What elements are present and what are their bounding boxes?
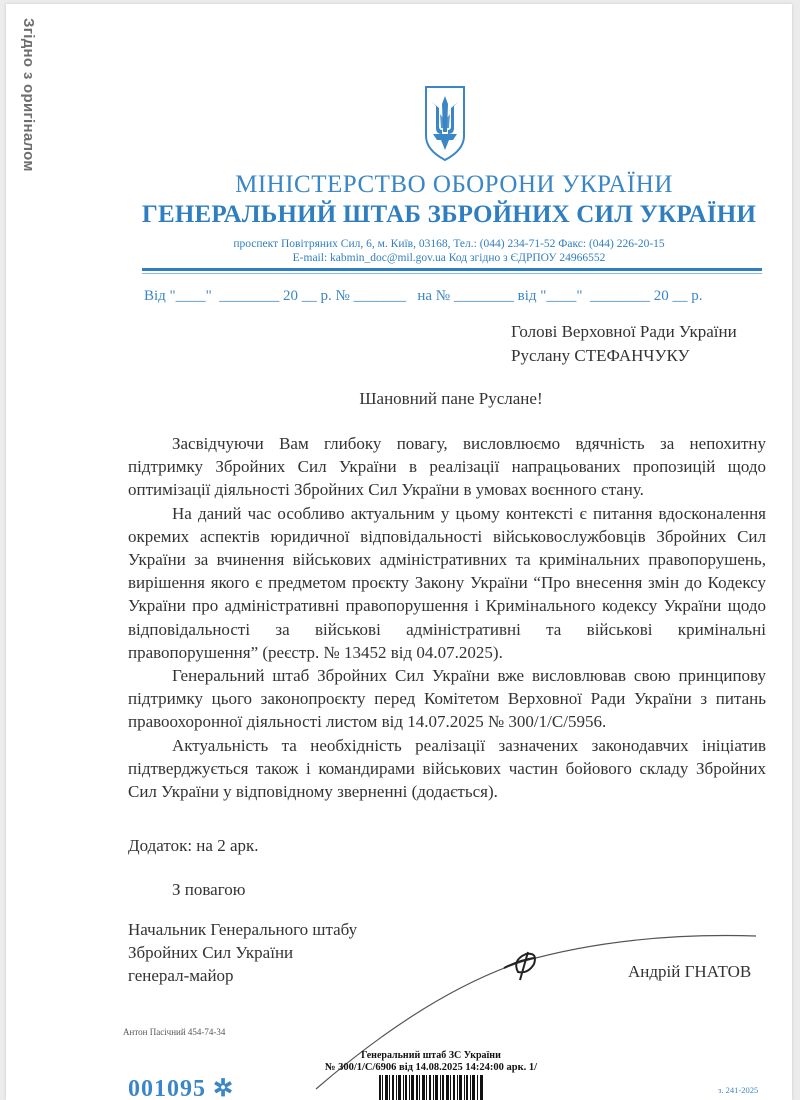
attachment-note: Додаток: на 2 арк. [128,836,259,855]
address-line: проспект Повітряних Сил, 6, м. Київ, 03168, Тел.: (044) 234-71-52 Факс: (044) 226-20-15 [233,238,665,250]
general-staff-title: ГЕНЕРАЛЬНИЙ ШТАБ ЗБРОЙНИХ СИЛ УКРАЇНИ [141,201,757,228]
ministry-title: МІНІСТЕРСТВО ОБОРОНИ УКРАЇНИ [235,171,673,198]
salutation: Шановний пане Руслане! [359,389,543,408]
registration-stamp [306,1050,556,1100]
addressee-name: Руслану СТЕФАНЧУКУ [511,346,690,365]
letterhead-divider [142,268,762,271]
paragraph-commanders-appeal: Актуальність та необхідність реалізації зазначених законодавчих ініціатив підтверджується також і командирами військових частин бойового складу Збройних Сил України у відповідному зверненні (додається). [128,735,766,802]
signer-rank: генерал-майор [128,966,234,985]
form-code: з. 241-2025 [718,1085,759,1095]
letter-body [128,432,766,803]
registration-org: Генеральний штаб ЗС України [361,1050,501,1061]
contact-line: E-mail: kabmin_doc@mil.gov.ua Код згідно з ЄДРПОУ 24966552 [292,252,606,264]
letterhead-divider-thin [142,273,762,274]
registration-number: № 300/1/С/6906 від 14.08.2025 14:24:00 арк. 1/ [324,1062,538,1073]
closing-regards: З повагою [172,880,246,899]
signer-name: Андрій ГНАТОВ [628,962,752,981]
signer-organization: Збройних Сил України [128,943,294,962]
paragraph-prior-support: Генеральний штаб Збройних Сил України вже висловлював свою принципову підтримку цього законопроєкту перед Комітетом Верховної Ради України з питань правоохоронної діяльності листом від 14.07.2025 № 300/1/С/5956. [128,666,766,732]
paragraph-gratitude: Засвідчуючи Вам глибоку повагу, висловлюємо вдячність за непохитну підтримку Збройних Сил України в реалізації напрацьованих пропозицій щодо оптимізації діяльності Збройних Сил України в умовах воєнного стану. [128,434,766,500]
letterhead-address [6,237,800,265]
paragraph-draft-law: На даний час особливо актуальним у цьому контексті є питання вдосконалення окремих аспектів юридичної відповідальності військовослужбовців Збройних Сил України за вчинення військових адміністративних та кримінальних правопорушень, вирішення якого є предметом проєкту Закону України “Про внесення змін до Кодексу України про адміністративні правопорушення і Кримінального кодексу України щодо відповідальності за військові адміністративні та військові кримінальні правопорушення” (реєстр. № 13452 від 04.07.2025). [128,503,766,662]
serial-number: 001095 ✲ [128,1076,235,1100]
addressee-position: Голові Верховної Ради України [511,322,737,341]
document-page [6,4,792,1100]
barcode-icon [379,1075,483,1100]
signer-position: Начальник Генерального штабу [128,920,358,939]
addressee-block [511,320,737,368]
executor-contact: Антон Пасічний 454-74-34 [123,1027,226,1037]
reference-number-line: Від "____" ________ 20 __ р. № _______ на № ________ від "____" ________ 20 __ р. [144,288,703,304]
certified-copy-stamp: Згідно з оригіналом [20,18,37,172]
trident-coat-of-arms-icon [423,84,467,162]
